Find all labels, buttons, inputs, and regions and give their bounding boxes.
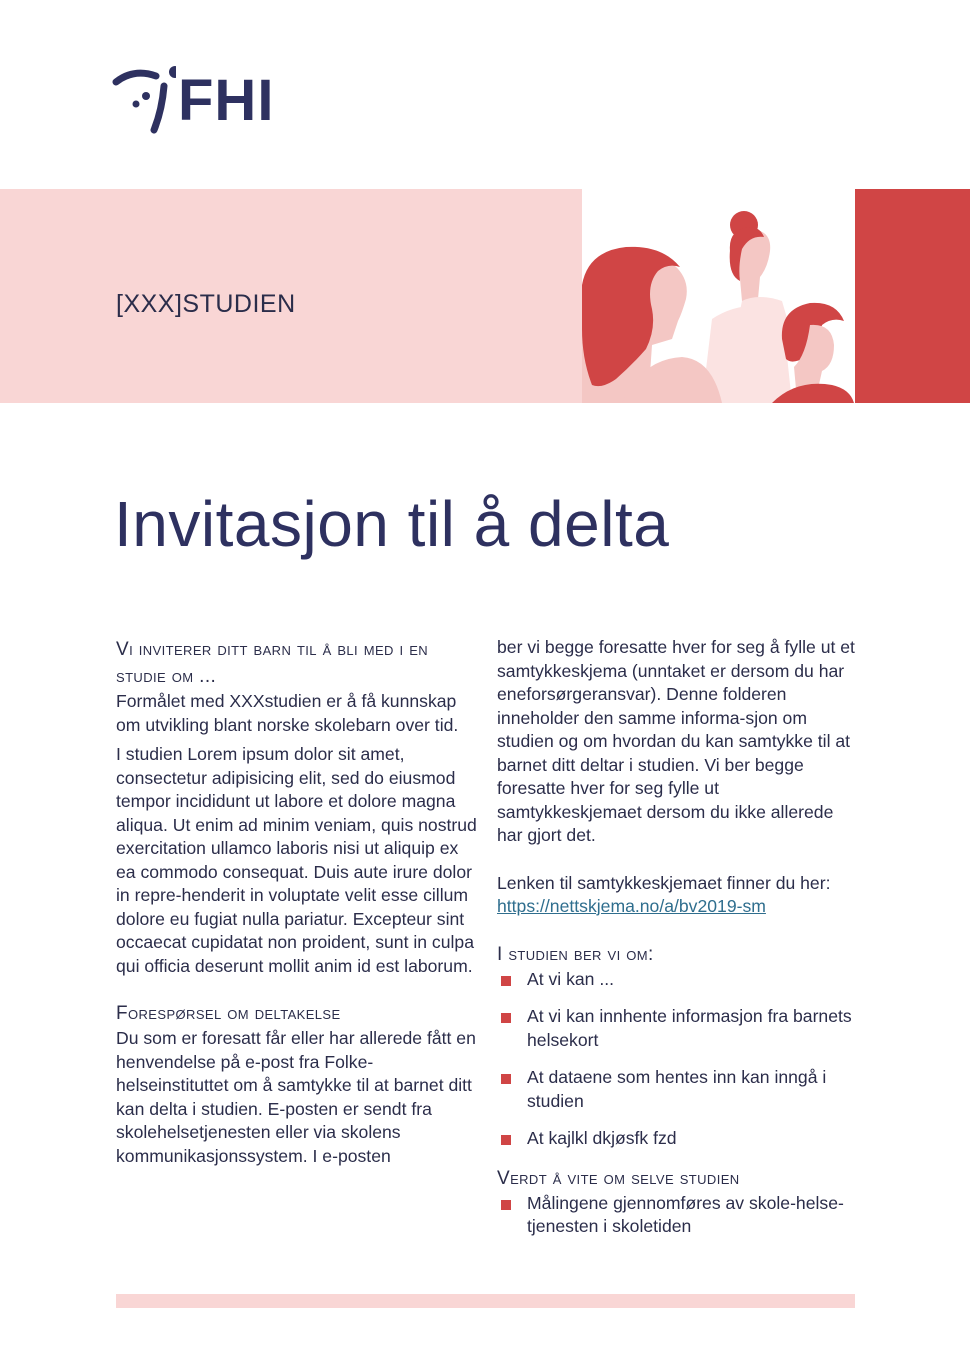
request-list — [497, 968, 862, 1151]
women-illustration — [582, 189, 854, 403]
section-heading-invitation: Vi inviterer ditt barn til å bli med i en studie om ... — [116, 639, 429, 687]
list-item — [497, 1066, 862, 1113]
fhi-logo — [112, 62, 292, 137]
accent-block — [855, 189, 970, 403]
link-intro-text: Lenken til samtykkeskjemaet finner du her: — [497, 872, 831, 893]
study-label: [XXX]STUDIEN — [116, 290, 296, 318]
list-item-text: At dataene som hentes inn kan inngå i studien — [527, 1067, 827, 1111]
page-title: Invitasjon til å delta — [114, 488, 670, 560]
list-item-text: At vi kan ... — [527, 968, 615, 989]
info-list — [497, 1192, 862, 1239]
list-item-text: At kajlkl dkjøsfk fzd — [527, 1128, 677, 1148]
left-column — [116, 636, 478, 1168]
paragraph-about-study: I studien Lorem ipsum dolor sit amet, consectetur adipisicing elit, sed do eiusmod tempor incididunt ut labore et dolore magna aliqua. Ut enim ad minim veniam, quis nostrud exercitation ullamco laboris nisi ut aliquip ex ea commodo consequat. Duis aute irure dolor in repre-henderit in voluptate velit esse cillum dolore eu fugiat nulla pariatur. Excepteur sint occaecat cupidatat non proident, sunt in culpa qui officia deserunt mollit anim id est laborum. — [116, 744, 477, 976]
right-column — [497, 636, 862, 1253]
paragraph-consent: ber vi begge foresatte hver for seg å fylle ut et samtykkeskjema (unntaket er dersom du har eneforsørgeransvar). Denne folderen inneholder den samme informa-sjon om studien og om hvordan du kan samtykke til at barnet ditt deltar i studien. Vi ber begge foresatte hver for seg fylle ut samtykkeskjemaet dersom du ikke allerede har gjort det. — [497, 637, 855, 845]
bullet-icon — [501, 1135, 511, 1145]
bullet-icon — [501, 1074, 511, 1084]
list-item — [497, 1192, 862, 1239]
section-heading-request: Forespørsel om deltakelse — [116, 1003, 341, 1024]
bullet-icon — [501, 1013, 511, 1023]
consent-form-link[interactable]: https://nettskjema.no/a/bv2019-sm — [497, 896, 766, 916]
list-item-text: Målingene gjennomføres av skole-helse- tjenesten i skoletiden — [527, 1192, 844, 1236]
footer-bar — [116, 1294, 855, 1308]
list-item — [497, 968, 862, 992]
fhi-logo-text: FHI — [178, 68, 275, 133]
paragraph-request: Du som er foresatt får eller har allerede fått en henvendelse på e-post fra Folke-helseinstituttet om å samtykke til at barnet ditt kan delta i studien. E-posten er sendt fra skolehelsetjenesten eller via skolens kommunikasjonssystem. I e-posten — [116, 1028, 476, 1166]
section-heading-we-ask: I studien ber vi om: — [497, 943, 654, 965]
list-item — [497, 1005, 862, 1052]
fhi-figure-icon — [112, 62, 176, 137]
bullet-icon — [501, 976, 511, 986]
paragraph-link — [497, 872, 862, 919]
list-item-text: At vi kan innhente informasjon fra barnets helsekort — [527, 1006, 852, 1050]
list-item — [497, 1127, 862, 1151]
bullet-icon — [501, 1200, 511, 1210]
section-heading-worth-knowing: Verdt å vite om selve studien — [497, 1167, 740, 1189]
paragraph-purpose: Formålet med XXXstudien er å få kunnskap om utvikling blant norske skolebarn over tid. — [116, 691, 459, 735]
